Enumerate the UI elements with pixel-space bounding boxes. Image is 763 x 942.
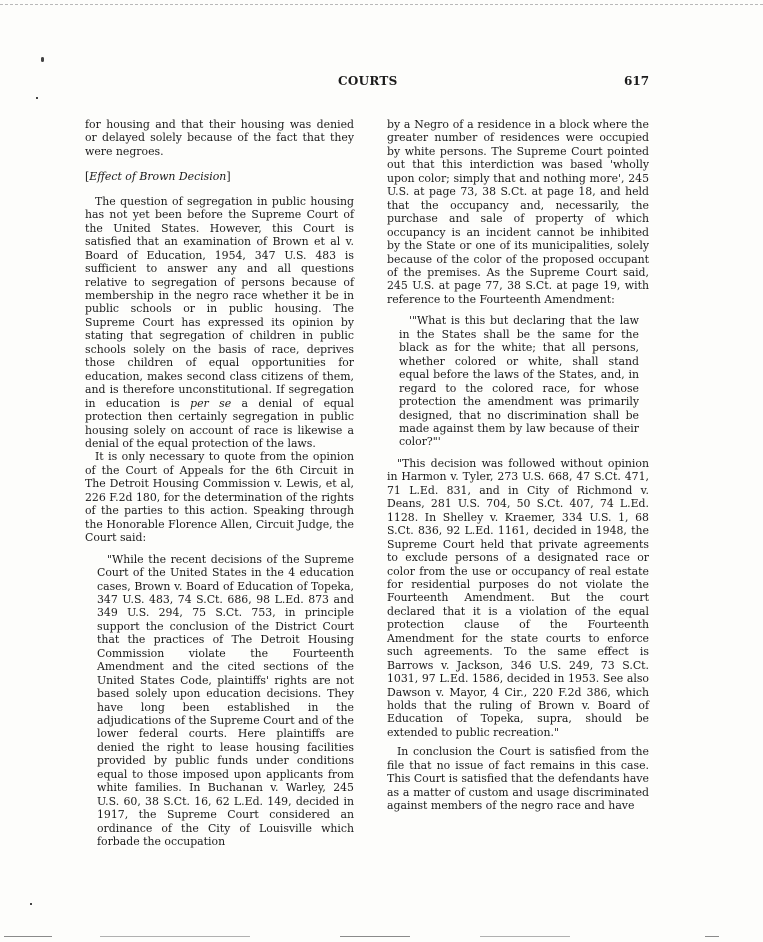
paragraph: for housing and that their housing was denied or delayed solely because of the fact that they were negroes.	[85, 118, 354, 158]
paragraph: In conclusion the Court is satisfied from the file that no issue of fact remains in this case. This Court is satisfied that the defendants have as a matter of custom and usage discriminated against members of the negro race and have	[387, 745, 649, 813]
paragraph: It is only necessary to quote from the opinion of the Court of Appeals for the 6th Circuit in The Detroit Housing Commission v. Lewis, et al, 226 F.2d 180, for the determination of the rights of the parties to this action. Speaking through the Honorable Florence Allen, Circuit Judge, the Court said:	[85, 450, 354, 545]
footer-rule	[480, 936, 570, 937]
top-perforation-rule	[0, 4, 763, 5]
paragraph: by a Negro of a residence in a block where the greater number of residences were occupied by white persons. The Supreme Court pointed out that this interdiction was based 'wholly upon color; simply that and nothing more', 245 U.S. at page 73, 38 S.Ct. at page 18, and held that the occupancy and, necessarily, the purchase and sale of property of which occupancy is an incident cannot be inhibited by the State or one of its municipalities, solely because of the color of the proposed occupant of the premises. As the Supreme Court said, 245 U.S. at page 77, 38 S.Ct. at page 19, with reference to the Fourteenth Amendment:	[387, 118, 649, 306]
right-column	[387, 118, 649, 813]
footer-rule	[100, 936, 250, 937]
running-title: COURTS	[338, 74, 398, 88]
paragraph: The question of segregation in public housing has not yet been before the Supreme Court of the United States. However, this Court is satisfied that an examination of Brown et al v. Board of Education, 1954, 347 U.S. 483 is sufficient to answer any and all questions relative to segregation of persons because of membership in the negro race whether it be in public schools or in public housing. The Supreme Court has expressed its opinion by stating that segregation of children in public schools solely on the basis of race, deprives those children of equal opportunities for education, makes second class citizens of them, and is therefore unconstitutional. If segregation in education is per se a denial of equal protection then certainly segregation in public housing solely on account of race is likewise a denial of the equal protection of the laws.	[85, 194, 354, 450]
block-quote: '"What is this but declaring that the law in the States shall be the same for the black as for the white; that all persons, whether colored or white, shall stand equal before the laws of the States, and, in regard to the colored race, for whose protection the amendment was primarily designed, that no discrimination shall be made against them by law because of their color?"'	[399, 314, 639, 449]
left-column	[85, 118, 354, 857]
block-quote: "While the recent decisions of the Supreme Court of the United States in the 4 education cases, Brown v. Board of Education of Topeka, 347 U.S. 483, 74 S.Ct. 686, 98 L.Ed. 873 and 349 U.S. 294, 75 S.Ct. 753, in principle support the conclusion of the District Court that the practices of The Detroit Housing Commission violate the Fourteenth Amendment and the cited sections of the United States Code, plaintiffs' rights are not based solely upon education decisions. They have long been established in the adjudications of the Supreme Court and of the lower federal courts. Here plaintiffs are denied the right to lease housing facilities provided by public funds under conditions equal to those imposed upon applicants from white families. In Buchanan v. Warley, 245 U.S. 60, 38 S.Ct. 16, 62 L.Ed. 149, decided in 1917, the Supreme Court considered an ordinance of the City of Louisville which forbade the occupation	[97, 552, 354, 849]
paragraph: "This decision was followed without opinion in Harmon v. Tyler, 273 U.S. 668, 47 S.Ct. 471, 71 L.Ed. 831, and in City of Richmond v. Deans, 281 U.S. 704, 50 S.Ct. 407, 74 L.Ed. 1128. In Shelley v. Kraemer, 334 U.S. 1, 68 S.Ct. 836, 92 L.Ed. 1161, decided in 1948, the Supreme Court held that private agreements to exclude persons of a designated race or color from the use or occupancy of real estate for residential purposes do not violate the Fourteenth Amendment. But the court declared that it is a violation of the equal protection clause of the Fourteenth Amendment for the state courts to enforce such agreements. To the same effect is Barrows v. Jackson, 346 U.S. 249, 73 S.Ct. 1031, 97 L.Ed. 1586, decided in 1953. See also Dawson v. Mayor, 4 Cir., 220 F.2d 386, which holds that the ruling of Brown v. Board of Education of Topeka, supra, should be extended to public recreation."	[387, 456, 649, 739]
footer-rule	[340, 936, 410, 937]
footer-rule	[4, 936, 52, 937]
margin-speck	[36, 97, 38, 99]
page-number: 617	[624, 74, 650, 88]
margin-speck	[30, 903, 32, 905]
section-heading: [Effect of Brown Decision]	[85, 170, 231, 184]
running-header	[0, 74, 763, 90]
margin-speck	[41, 57, 44, 62]
footer-rule	[705, 936, 719, 937]
